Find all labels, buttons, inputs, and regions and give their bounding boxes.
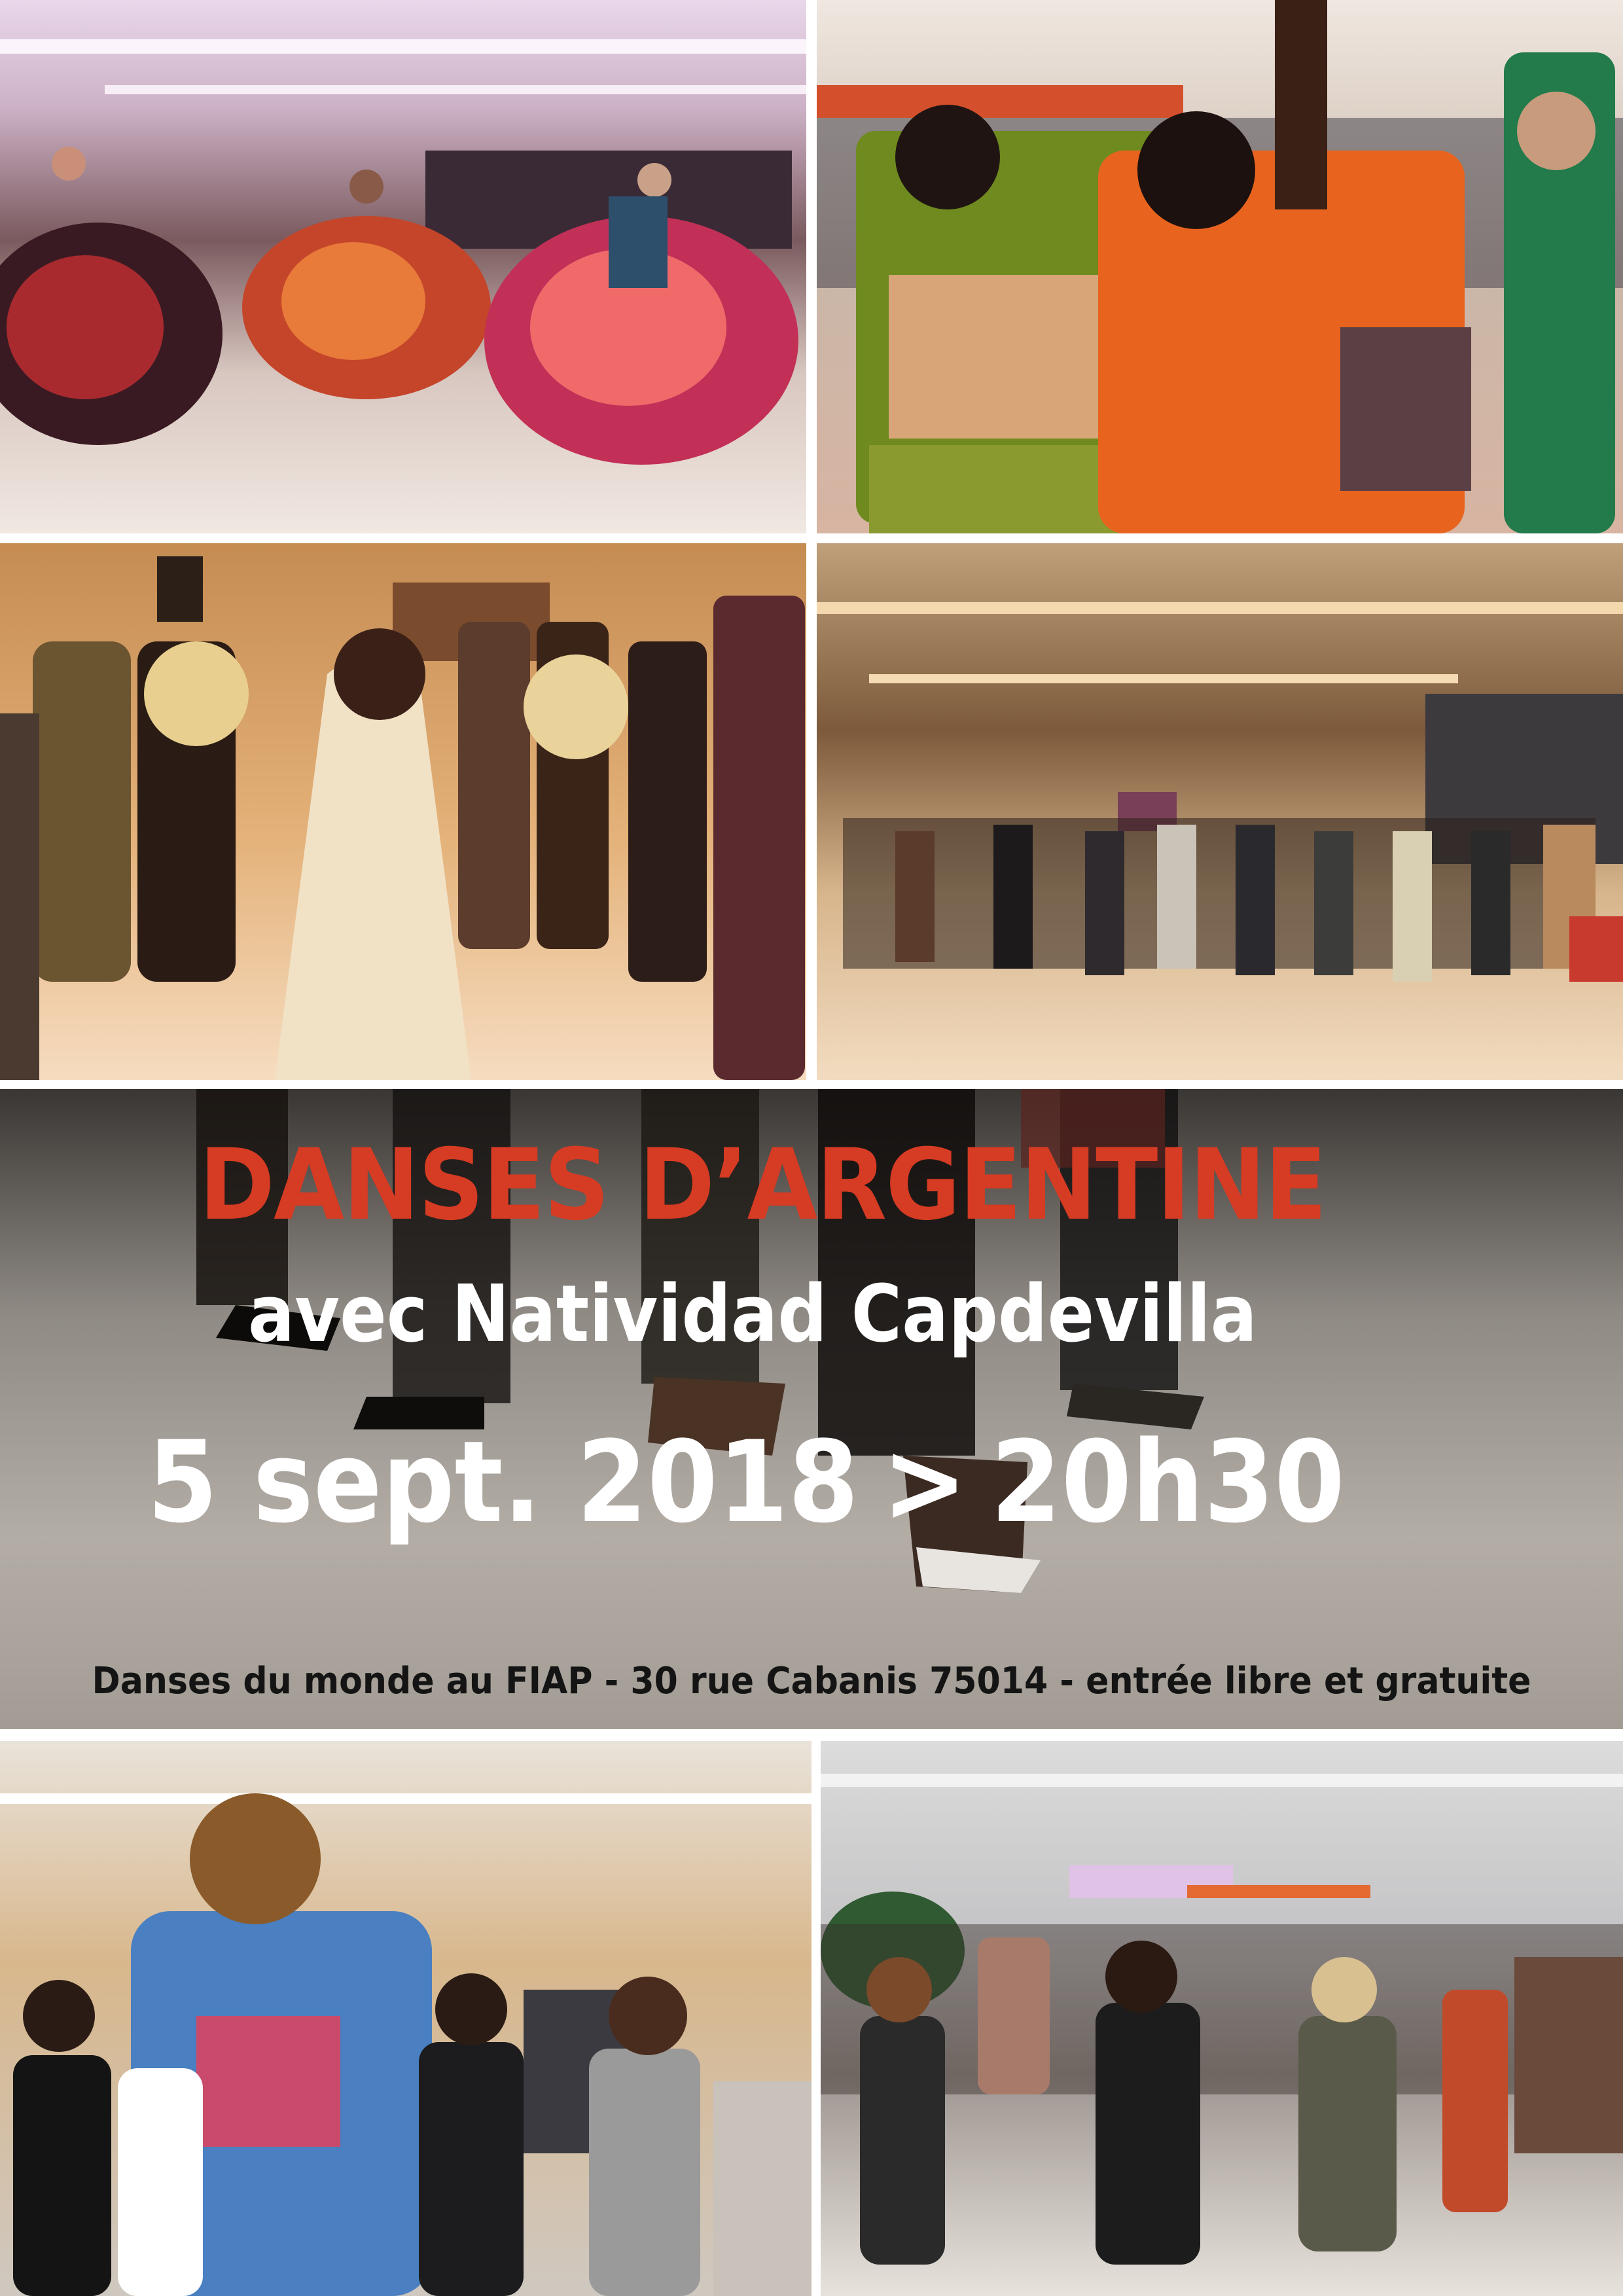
photo-circle-dance-crowd [821,1741,1623,2296]
photo-african-dance [0,1741,812,2296]
event-date: 5 sept. 2018 [147,1416,859,1548]
photo-dancing-feet-banner [0,1089,1623,1729]
event-subtitle: avec Natividad Capdevilla [248,1269,1257,1360]
event-title: DANSES D’ARGENTINE [199,1128,1326,1242]
event-time: 20h30 [990,1416,1345,1548]
photo-indian-dancers [817,0,1623,533]
date-time-separator: > [882,1416,967,1548]
photo-polynesian-circle [0,543,806,1080]
photo-flamenco-skirts [0,0,806,533]
event-info: Danses du monde au FIAP - 30 rue Cabanis 75014 - entrée libre et gratuite [92,1660,1531,1702]
photo-hall-group-dance [817,543,1623,1080]
event-datetime [16,1416,1476,1548]
